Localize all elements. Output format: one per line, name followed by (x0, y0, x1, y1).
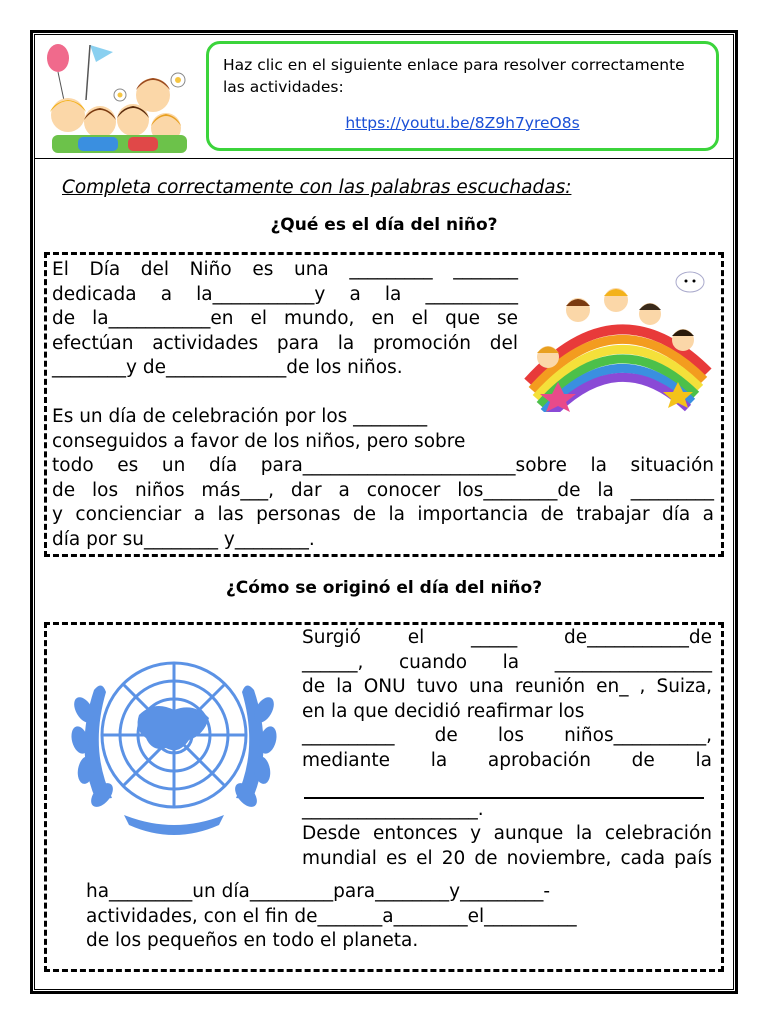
kids-rainbow-illustration (518, 262, 718, 412)
text-line: ______, cuando la _________________ (302, 651, 712, 673)
kids-balloons-illustration (38, 40, 198, 155)
section-title-what: ¿Qué es el día del niño? (270, 215, 498, 235)
text-line: mundial es el 20 de noviembre, cada país (302, 847, 712, 869)
un-emblem (54, 640, 294, 850)
link-instruction-box (206, 41, 719, 151)
text-line: ___________________. (302, 798, 484, 820)
section2-paragraph-right (302, 626, 712, 871)
text-line: Es un día de celebración por los ________ (52, 406, 428, 427)
text-line: ha_________un día_________para________y_________- (86, 881, 551, 902)
text-line: mediante la aprobación de la (302, 749, 712, 771)
main-instruction: Completa correctamente con las palabras escuchadas: (62, 177, 572, 198)
text-line: de los niños más___, dar a conocer los________de la _________ (52, 479, 714, 501)
text-line: dedicada a la___________y a la __________ (52, 283, 518, 305)
section2-paragraph-bottom (86, 880, 712, 954)
text-line: __________ de los niños__________, (302, 725, 712, 746)
youtube-link[interactable]: https://youtu.be/8Z9h7yreO8s (345, 114, 580, 132)
section-title-origin: ¿Cómo se originó el día del niño? (225, 578, 543, 598)
text-line: conseguidos a favor de los niños, pero sobre (52, 430, 466, 452)
text-line: día por su________ y________. (52, 528, 315, 550)
text-line: actividades, con el fin de_______a________el__________ (86, 905, 577, 927)
text-line: Desde entonces y aunque la celebración (302, 823, 712, 844)
text-line: todo es un día para_______________________sobre la situación (52, 455, 714, 476)
section1-paragraph-top (52, 258, 518, 381)
text-line: de la ONU tuvo una reunión en_ , Suiza, (302, 676, 712, 697)
text-line: Surgió el _____ de___________de (302, 627, 712, 648)
text-line: y concienciar a las personas de la importancia de trabajar día a (52, 504, 714, 525)
text-line: de los pequeños en todo el planeta. (86, 930, 419, 951)
header-divider (34, 158, 734, 159)
blank-line (304, 797, 704, 799)
text-line: efectúan actividades para la promoción del (52, 332, 518, 354)
section1-paragraph-bottom (52, 405, 714, 552)
text-line: en la que decidió reafirmar los (302, 700, 585, 722)
text-line: de la___________en el mundo, en el que se (52, 308, 518, 329)
link-instruction-text: Haz clic en el siguiente enlace para resolver correctamente las actividades: (223, 56, 685, 96)
text-line (302, 773, 712, 798)
text-line: ________y de_____________de los niños. (52, 357, 403, 378)
text-line: El Día del Niño es una _________ _______ (52, 259, 518, 280)
